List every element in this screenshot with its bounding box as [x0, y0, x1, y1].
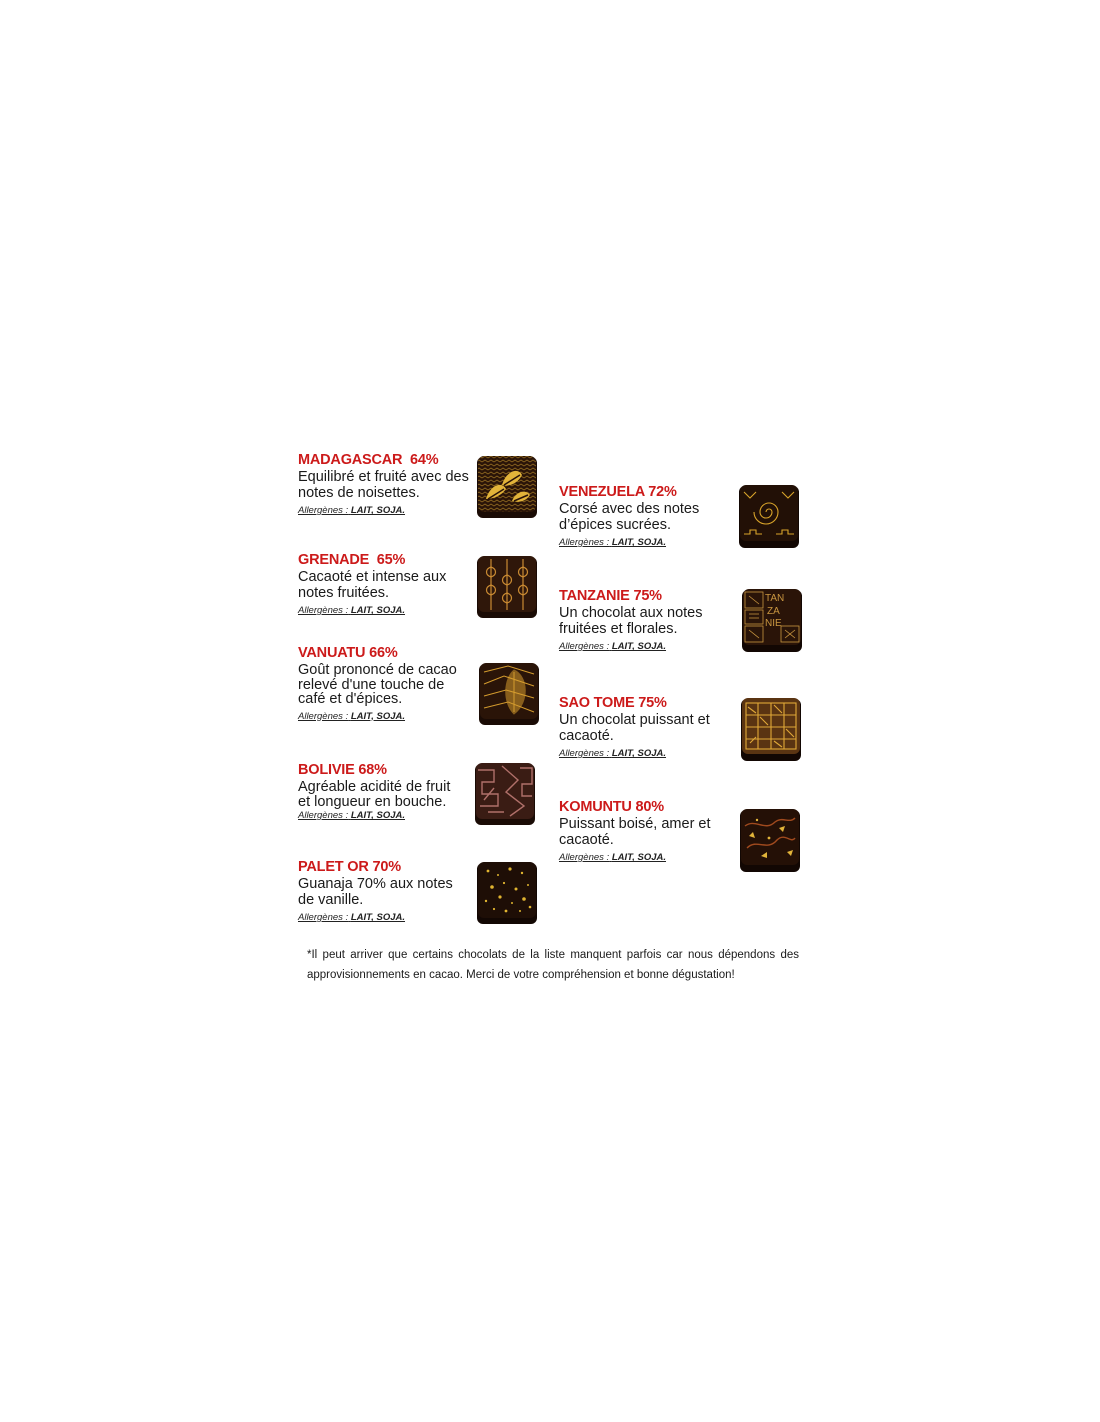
product-description: Un chocolat puissant et cacaoté.: [559, 712, 710, 744]
product-name: PALET OR 70%: [298, 859, 401, 875]
allergen-line: Allergènes : LAIT, SOJA.: [559, 748, 667, 759]
product-tanzanie: [559, 588, 734, 652]
allergen-line: Allergènes : LAIT, SOJA.: [559, 852, 667, 863]
allergen-line: Allergènes : LAIT, SOJA.: [298, 710, 406, 722]
product-komuntu: [559, 799, 734, 863]
product-description: Equilibré et fruité avec des notes de noisettes.: [298, 469, 469, 501]
product-bolivie: [298, 762, 458, 821]
venezuela-chocolate-image: [738, 484, 800, 548]
grenade-chocolate-image: [476, 555, 538, 619]
tanzanie-chocolate-image: [741, 588, 803, 652]
product-name: KOMUNTU 80%: [559, 799, 664, 815]
product-description: Guanaja 70% aux notes de vanille.: [298, 876, 453, 908]
madagascar-chocolate-image: [476, 455, 538, 519]
product-sao-tome: [559, 695, 734, 759]
product-name: SAO TOME 75%: [559, 695, 667, 711]
allergen-line: Allergènes : LAIT, SOJA.: [298, 912, 406, 923]
tanzanie-stamp-text: TAN: [765, 593, 785, 604]
product-grenade: [298, 552, 473, 616]
product-name: VANUATU 66%: [298, 645, 398, 661]
palet-or-chocolate-image: [476, 861, 538, 925]
product-name: VENEZUELA 72%: [559, 484, 677, 500]
product-description: Puissant boisé, amer et cacaoté.: [559, 816, 711, 848]
product-name: MADAGASCAR 64%: [298, 452, 439, 468]
product-name: TANZANIE 75%: [559, 588, 662, 604]
product-name: GRENADE 65%: [298, 552, 406, 568]
availability-note: *Il peut arriver que certains chocolats de la liste manquent parfois car nous dépendons des approvisionnements en cacao. Merci de votre compréhension et bonne dégustation!: [307, 949, 799, 981]
product-description: Agréable acidité de fruit et longueur en bouche.: [298, 779, 451, 810]
allergen-line: Allergènes : LAIT, SOJA.: [559, 641, 667, 652]
allergen-line: Allergènes : LAIT, SOJA.: [559, 537, 667, 548]
product-venezuela: [559, 484, 734, 548]
allergen-line: Allergènes : LAIT, SOJA.: [298, 505, 406, 516]
komuntu-chocolate-image: [739, 808, 801, 872]
product-description: Goût prononcé de cacao relevé d'une touche de café et d'épices.: [298, 662, 457, 707]
product-vanuatu: [298, 645, 458, 722]
vanuatu-chocolate-image: [478, 662, 540, 726]
allergen-line: Allergènes : LAIT, SOJA.: [298, 810, 406, 821]
product-madagascar: [298, 452, 473, 516]
product-description: Cacaoté et intense aux notes fruitées.: [298, 569, 447, 601]
product-description: Un chocolat aux notes fruitées et florales.: [559, 605, 703, 637]
product-description: Corsé avec des notes d’épices sucrées.: [559, 501, 700, 533]
allergen-line: Allergènes : LAIT, SOJA.: [298, 605, 406, 616]
sao-tome-chocolate-image: [740, 697, 802, 761]
product-name: BOLIVIE 68%: [298, 762, 387, 778]
tanzanie-stamp-text: NIE: [765, 618, 782, 629]
tanzanie-stamp-text: ZA: [767, 606, 780, 617]
bolivie-chocolate-image: [474, 762, 536, 826]
product-palet-or: [298, 859, 458, 923]
